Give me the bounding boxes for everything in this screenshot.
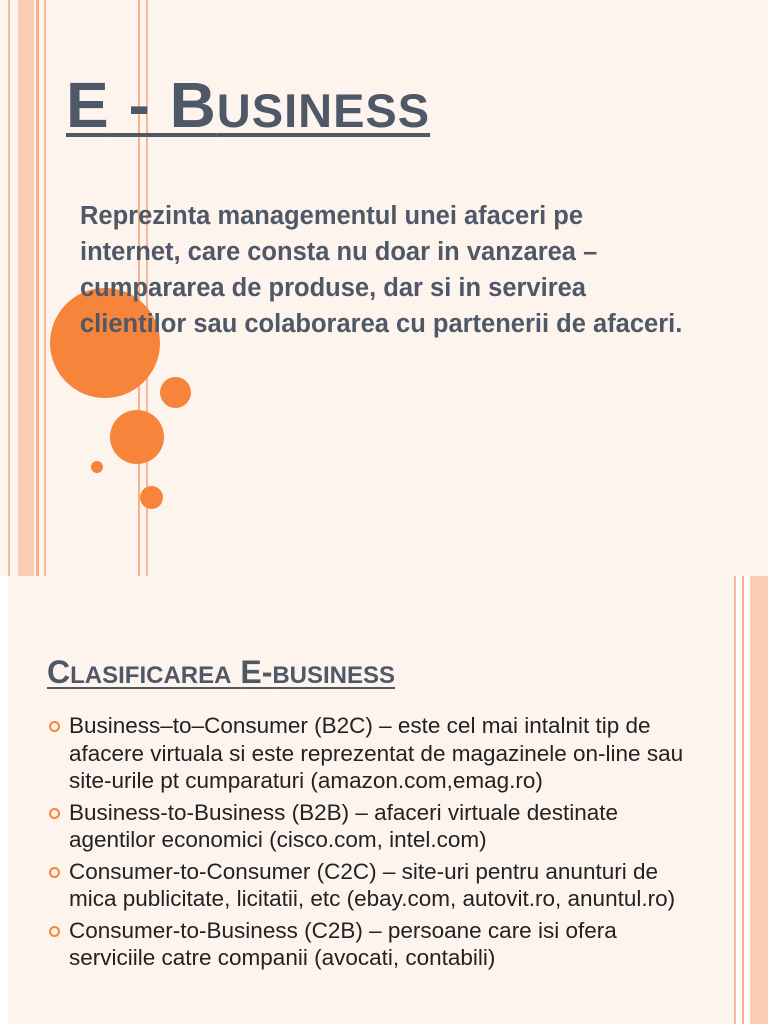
list-item: Consumer-to-Consumer (C2C) – site-uri pentru anunturi de mica publicitate, licitatii, etc (ebay.com, autovit.ro, anuntul.ro) [48,858,688,913]
decorative-stripe [44,0,46,576]
decorative-circle [91,461,103,473]
classification-list [48,712,688,976]
slide-title: CLASIFICAREA E-BUSINESS [47,654,396,690]
bullet-circle-icon [49,808,60,819]
decorative-stripe [36,0,39,576]
decorative-circle [140,486,163,509]
list-item: Business-to-Business (B2B) – afaceri virtuale destinate agentilor economici (cisco.com, intel.com) [48,799,688,854]
decorative-stripe [742,576,744,1024]
bullet-circle-icon [49,926,60,937]
list-item: Business–to–Consumer (B2C) – este cel mai intalnit tip de afacere virtuala si este reprezentat de magazinele on-line sau site-urile pt cumparaturi (amazon.com,emag.ro) [48,712,688,795]
slide-2 [0,576,768,1024]
decorative-circle [160,377,191,408]
decorative-circle [110,410,164,464]
decorative-stripe [750,576,768,1024]
bullet-circle-icon [49,867,60,878]
slide-title: E - BUSINESS [66,69,431,141]
decorative-stripe [18,0,34,576]
slide-body-text: Reprezinta managementul unei afaceri pe internet, care consta nu doar in vanzarea – cumpararea de produse, dar si in servirea clientilor sau colaborarea cu partenerii de afaceri. [80,202,683,338]
bullet-circle-icon [49,721,60,732]
list-item: Consumer-to-Business (C2B) – persoane care isi ofera serviciile catre companii (avocati, contabili) [48,917,688,972]
decorative-stripe [8,0,10,576]
decorative-stripe [734,576,736,1024]
